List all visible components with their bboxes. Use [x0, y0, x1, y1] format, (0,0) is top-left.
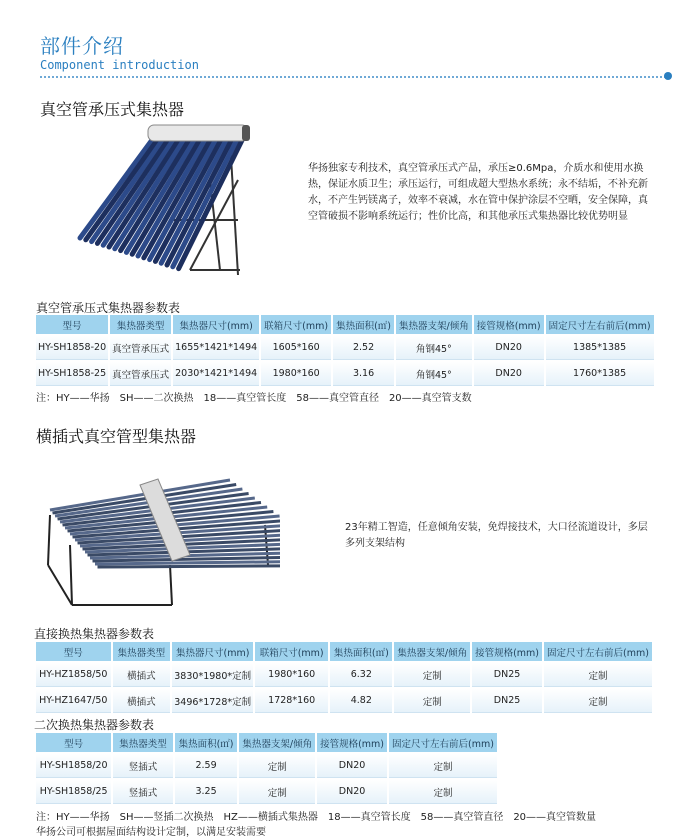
- table-row: [36, 754, 497, 778]
- table-cell: 1980*160: [255, 663, 328, 687]
- table-cell: 3830*1980*定制: [172, 663, 253, 687]
- table-row: [36, 689, 652, 713]
- table-cell: HY-HZ1858/50: [36, 663, 111, 687]
- table-row: [36, 336, 654, 360]
- column-header: 集热器类型: [110, 315, 171, 334]
- page-title: 部件介绍: [40, 34, 124, 58]
- pressurized-spec-table: [34, 313, 656, 388]
- table-cell: DN20: [317, 780, 387, 804]
- table-cell: 竖插式: [113, 780, 172, 804]
- column-header: 集热器支架/倾角: [239, 733, 315, 752]
- table-header-row: [36, 315, 654, 334]
- column-header: 集热器支架/倾角: [394, 642, 470, 661]
- table-cell: 2.59: [175, 754, 238, 778]
- table-header-row: [36, 733, 497, 752]
- divider-end-dot: [664, 72, 672, 80]
- table-cell: 1385*1385: [546, 336, 654, 360]
- pressurized-description: 华扬独家专利技术，真空管承压式产品，承压≥0.6Mpa，介质水和使用水换热，保证水质卫生；承压运行，可组成超大型热水系统；永不结垢，不补充新水，不产生钙镁离子，效率不衰减，水在管中保护涂层不空晒，安全保障，真空管破损不影响系统运行；性价比高，和其他承压式集热器比较优势明显: [308, 163, 648, 222]
- table-title-secondary: 二次换热集热器参数表: [34, 718, 155, 732]
- column-header: 集热器类型: [113, 733, 172, 752]
- table-cell: DN25: [472, 689, 542, 713]
- column-header: 接管规格(mm): [474, 315, 544, 334]
- table-row: [36, 362, 654, 386]
- pressurized-table-note: 注：HY——华扬 SH——二次换热 18——真空管长度 58——真空管直径 20——真空管支数: [36, 393, 472, 404]
- table-cell: 定制: [394, 663, 470, 687]
- table-cell: 真空管承压式: [110, 362, 171, 386]
- table-cell: 1655*1421*1494: [173, 336, 259, 360]
- table-cell: DN20: [474, 362, 544, 386]
- table-cell: HY-SH1858-25: [36, 362, 108, 386]
- column-header: 集热面积(㎡): [333, 315, 394, 334]
- table-cell: HY-HZ1647/50: [36, 689, 111, 713]
- horizontal-table-note: 注：HY——华扬 SH——竖插二次换热 HZ——横插式集热器 18——真空管长度 58——真空管直径 20——真空管数量: [36, 812, 597, 823]
- column-header: 集热器尺寸(mm): [172, 642, 253, 661]
- table-cell: HY-SH1858-20: [36, 336, 108, 360]
- column-header: 集热面积(㎡): [330, 642, 392, 661]
- column-header: 固定尺寸左右前后(mm): [389, 733, 497, 752]
- column-header: 集热器类型: [113, 642, 171, 661]
- table-cell: 横插式: [113, 663, 171, 687]
- direct-heat-spec-table: [34, 640, 654, 715]
- table-cell: 1605*160: [261, 336, 331, 360]
- table-cell: 2030*1421*1494: [173, 362, 259, 386]
- table-cell: 角钢45°: [396, 336, 472, 360]
- table-cell: 定制: [394, 689, 470, 713]
- table-cell: 定制: [544, 663, 652, 687]
- table-cell: 2.52: [333, 336, 394, 360]
- table-cell: 定制: [389, 780, 497, 804]
- table-header-row: [36, 642, 652, 661]
- table-cell: 1980*160: [261, 362, 331, 386]
- table-cell: 3.25: [175, 780, 238, 804]
- horizontal-collector-image: [40, 455, 280, 615]
- horizontal-description: 23年精工智造，任意倾角安装，免焊接技术，大口径流道设计，多层多列支架结构: [345, 522, 648, 549]
- table-cell: DN20: [474, 336, 544, 360]
- column-header: 固定尺寸左右前后(mm): [546, 315, 654, 334]
- table-cell: 角钢45°: [396, 362, 472, 386]
- column-header: 型号: [36, 733, 111, 752]
- column-header: 固定尺寸左右前后(mm): [544, 642, 652, 661]
- table-cell: 1760*1385: [546, 362, 654, 386]
- column-header: 集热器尺寸(mm): [173, 315, 259, 334]
- page-subtitle: Component introduction: [40, 58, 199, 72]
- customization-note: 华扬公司可根据屋面结构设计定制，以满足安装需要: [36, 827, 266, 838]
- column-header: 集热面积(㎡): [175, 733, 238, 752]
- column-header: 接管规格(mm): [472, 642, 542, 661]
- table-cell: 竖插式: [113, 754, 172, 778]
- table-cell: 1728*160: [255, 689, 328, 713]
- column-header: 型号: [36, 642, 111, 661]
- secondary-heat-spec-table: [34, 731, 499, 806]
- table-cell: 6.32: [330, 663, 392, 687]
- table-cell: 3496*1728*定制: [172, 689, 253, 713]
- table-cell: 定制: [239, 754, 315, 778]
- table-title-direct: 直接换热集热器参数表: [34, 627, 155, 641]
- table-cell: HY-SH1858/25: [36, 780, 111, 804]
- table-row: [36, 663, 652, 687]
- table-cell: 定制: [389, 754, 497, 778]
- column-header: 联箱尺寸(mm): [261, 315, 331, 334]
- section-title-horizontal: 横插式真空管型集热器: [36, 427, 197, 446]
- table-cell: DN25: [472, 663, 542, 687]
- table-cell: 定制: [544, 689, 652, 713]
- column-header: 接管规格(mm): [317, 733, 387, 752]
- table-title-pressurized: 真空管承压式集热器参数表: [36, 301, 181, 315]
- table-cell: 3.16: [333, 362, 394, 386]
- dotted-divider: [40, 76, 666, 78]
- table-cell: 横插式: [113, 689, 171, 713]
- table-cell: 真空管承压式: [110, 336, 171, 360]
- pressurized-collector-image: [70, 120, 270, 290]
- table-cell: HY-SH1858/20: [36, 754, 111, 778]
- table-row: [36, 780, 497, 804]
- table-cell: DN20: [317, 754, 387, 778]
- table-cell: 4.82: [330, 689, 392, 713]
- column-header: 集热器支架/倾角: [396, 315, 472, 334]
- table-cell: 定制: [239, 780, 315, 804]
- column-header: 型号: [36, 315, 108, 334]
- column-header: 联箱尺寸(mm): [255, 642, 328, 661]
- section-title-pressurized: 真空管承压式集热器: [40, 100, 185, 119]
